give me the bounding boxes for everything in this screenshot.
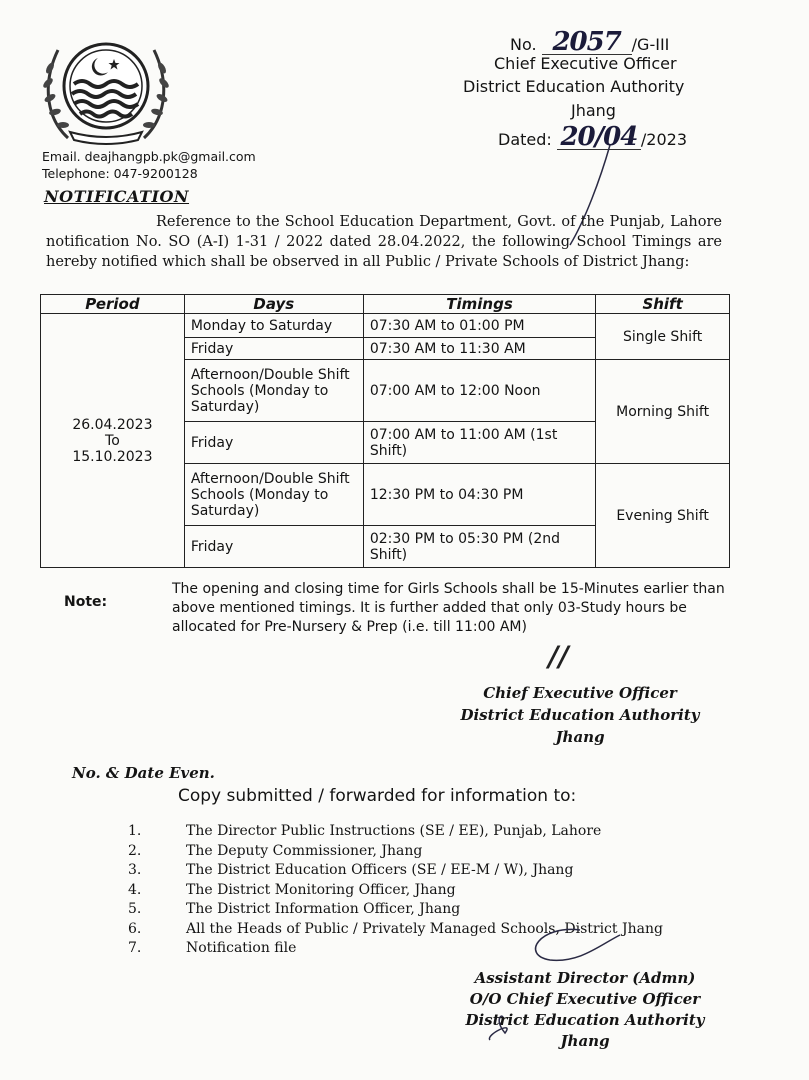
signature-ceo-authority: District Education Authority — [460, 706, 700, 724]
timings-cell: 12:30 PM to 04:30 PM — [363, 464, 595, 526]
days-cell: Afternoon/Double Shift Schools (Monday to Saturday) — [184, 464, 363, 526]
period-cell — [41, 314, 185, 568]
signature-block-assistant-director — [460, 968, 710, 1052]
days-cell: Friday — [184, 338, 363, 360]
notification-paragraph: Reference to the School Education Department, Govt. of the Punjab, Lahore notification No. SO (A-I) 1-31 / 2022 dated 28.04.2022, the following School Timings are hereby notified which shall be observed in all Public / Private Schools of District Jhang: — [46, 214, 722, 270]
timings-cell: 07:00 AM to 12:00 Noon — [363, 360, 595, 422]
days-cell: Monday to Saturday — [184, 314, 363, 338]
copy-heading: Copy submitted / forwarded for information to: — [178, 786, 577, 806]
dated-label: Dated: — [498, 130, 552, 149]
timings-cell: 02:30 PM to 05:30 PM (2nd Shift) — [363, 526, 595, 568]
signature-block-ceo — [440, 682, 720, 748]
contact-email: Email. deajhangpb.pk@gmail.com — [42, 149, 256, 164]
shift-cell-single: Single Shift — [596, 314, 730, 360]
office-line-authority: District Education Authority — [463, 77, 685, 96]
days-cell: Friday — [184, 422, 363, 464]
header-timings: Timings — [363, 295, 595, 314]
period-start: 26.04.2023 — [72, 416, 153, 433]
shift-cell-morning: Morning Shift — [596, 360, 730, 464]
header-shift: Shift — [596, 295, 730, 314]
timings-cell: 07:30 AM to 01:00 PM — [363, 314, 595, 338]
list-item: 6. All the Heads of Public / Privately Managed Schools, District Jhang — [128, 920, 663, 937]
timings-cell: 07:00 AM to 11:00 AM (1st Shift) — [363, 422, 595, 464]
list-item: 3. The District Education Officers (SE / EE-M / W), Jhang — [128, 862, 574, 878]
period-end: 15.10.2023 — [72, 448, 153, 465]
office-line-city: Jhang — [571, 101, 616, 120]
government-emblem-logo — [38, 28, 174, 148]
contact-telephone: Telephone: 047-9200128 — [42, 166, 198, 181]
list-item: 7. Notification file — [128, 940, 297, 956]
list-item: 4. The District Monitoring Officer, Jhang — [128, 881, 456, 898]
list-item: 1. The Director Public Instructions (SE / EE), Punjab, Lahore — [128, 823, 602, 839]
office-address — [494, 52, 714, 76]
list-item: 5. The District Information Officer, Jhang — [128, 901, 461, 917]
list-item: 2. The Deputy Commissioner, Jhang — [128, 842, 423, 859]
reference-number-prefix: No. — [510, 35, 537, 54]
days-cell: Afternoon/Double Shift Schools (Monday to Saturday) — [184, 360, 363, 422]
header-period: Period — [41, 295, 185, 314]
reference-number-handwritten: 2057 — [542, 30, 632, 55]
signature-mark: // — [548, 640, 569, 673]
signature-ad-office: O/O Chief Executive Officer — [469, 990, 701, 1008]
no-date-even: No. & Date Even. — [72, 764, 215, 782]
signature-ad-city: Jhang — [560, 1032, 610, 1050]
reference-number-suffix: /G-III — [631, 35, 670, 54]
table-header-row — [41, 295, 730, 314]
dated-year: /2023 — [640, 130, 687, 149]
table-row — [41, 314, 730, 338]
signature-ceo-city: Jhang — [555, 728, 605, 746]
office-line-title: Chief Executive Officer — [494, 54, 677, 73]
days-cell: Friday — [184, 526, 363, 568]
dated-handwritten: 20/04 — [557, 125, 641, 150]
timings-cell: 07:30 AM to 11:30 AM — [363, 338, 595, 360]
shift-cell-evening: Evening Shift — [596, 464, 730, 568]
note-text: The opening and closing time for Girls Schools shall be 15-Minutes earlier than above mentioned timings. It is further added that only 03-Study hours be allocated for Pre-Nursery & Prep (i.e. till 11:00 AM) — [172, 581, 725, 635]
note-label: Note: — [64, 594, 108, 610]
signature-ad-authority: District Education Authority — [465, 1011, 705, 1029]
signature-ceo-title: Chief Executive Officer — [483, 684, 677, 702]
header-days: Days — [184, 295, 363, 314]
signature-ad-title: Assistant Director (Admn) — [474, 969, 696, 987]
notification-title: NOTIFICATION — [44, 187, 190, 206]
school-timings-table — [40, 294, 730, 568]
period-to: To — [105, 432, 120, 449]
